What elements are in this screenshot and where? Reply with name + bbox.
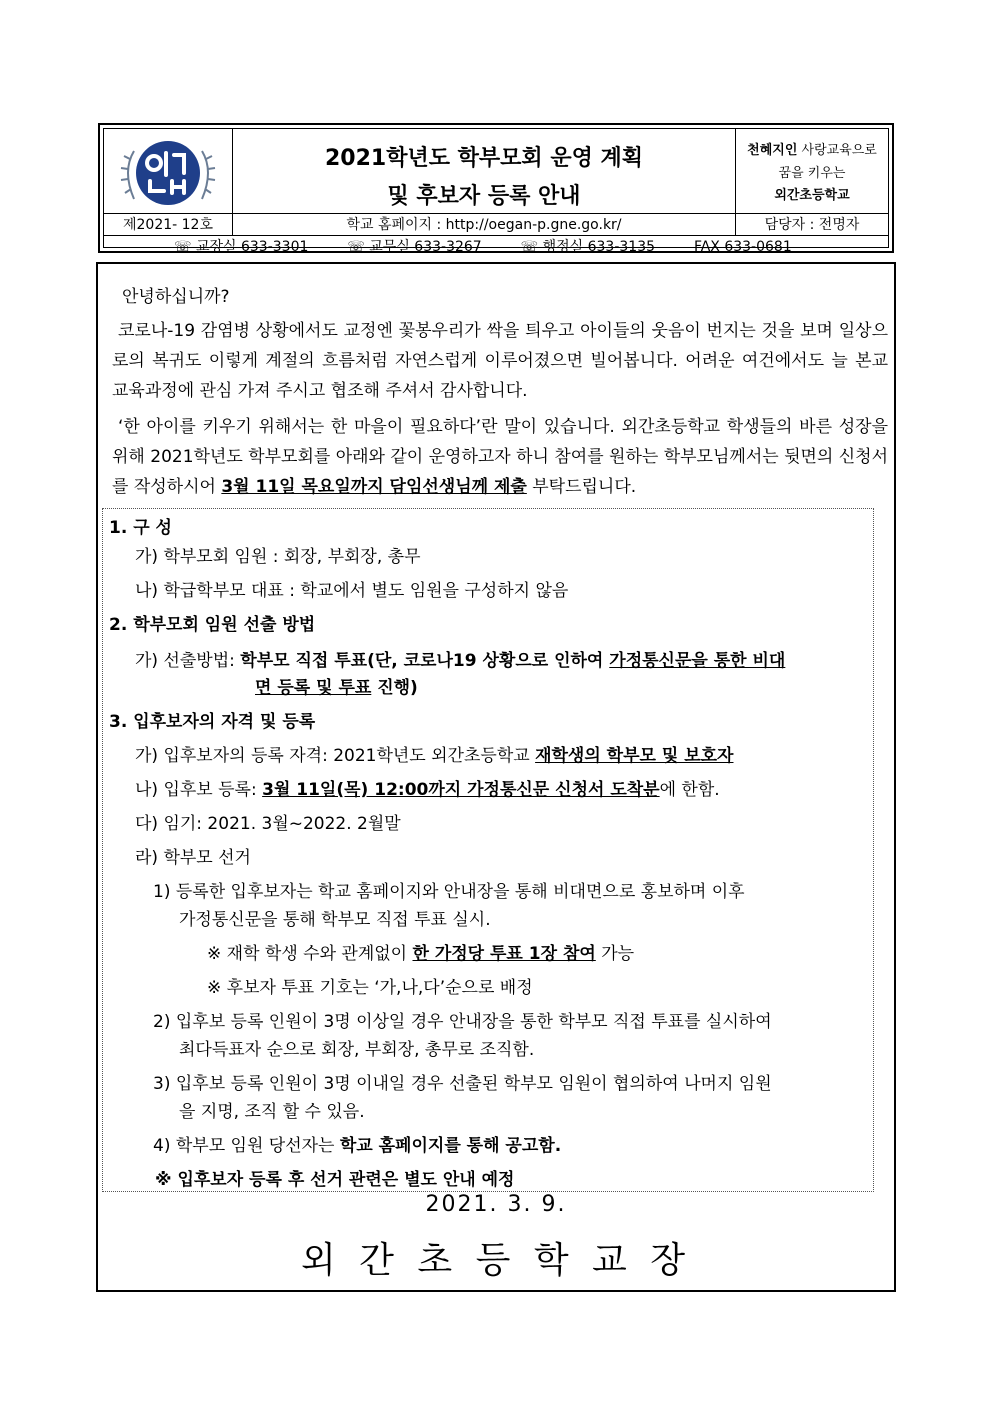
section-2-title: 2. 학부모회 임원 선출 방법 [109, 615, 316, 635]
contact-admin: 행정실 633-3135 [542, 239, 656, 255]
note1-underline: 한 가정당 투표 1장 참여 [412, 944, 596, 964]
s2-underline-1: 가정통신문을 통한 비대 [609, 651, 786, 671]
school-name: 외간초등학교 [774, 188, 850, 203]
motto-line1 [736, 139, 888, 158]
s3b-label: 나) 입후보 등록: [135, 780, 263, 800]
school-motto [736, 129, 888, 213]
note1-a: ※ 재학 학생 수와 관계없이 [207, 944, 413, 964]
s1-item-b: 나) 학급학부모 대표 : 학교에서 별도 임원을 구성하지 않음 [135, 581, 569, 601]
contact-row [104, 235, 888, 255]
school-logo [104, 129, 232, 213]
principal-signature: 외 간 초 등 학 교 장 [300, 1240, 692, 1281]
phone-icon: ☏ [520, 239, 539, 255]
letterhead [98, 123, 894, 253]
doc-number: 제2021- 12호 [104, 214, 233, 236]
section-1-title: 1. 구 성 [109, 518, 172, 538]
letterhead-inner [103, 128, 889, 255]
motto-rest: 사랑교육으로 [797, 143, 877, 158]
election-item-3-line2: 을 지명, 조직 할 수 있음. [179, 1102, 365, 1122]
s3a-underline: 재학생의 학부모 및 보호자 [535, 746, 734, 766]
note-1 [207, 939, 634, 964]
plan-details [102, 508, 874, 1192]
manager: 담당자 : 전명자 [764, 217, 860, 233]
s3a-label: 가) 입후보자의 등록 자격: 2021학년도 외간초등학교 [135, 746, 536, 766]
s3b-underline: 3월 11일(목) 12:00까지 가정통신문 신청서 도착분 [262, 780, 660, 800]
s3-item-d: 라) 학부모 선거 [135, 848, 251, 868]
note1-b: 가능 [595, 944, 635, 964]
s2-bold: 학부모 직접 투표(단, 코로나19 상황으로 인하여 [240, 651, 610, 671]
s3b-end: 에 한함. [659, 780, 720, 800]
logo-cell [104, 129, 233, 213]
greeting: 안녕하십니까? [122, 287, 230, 307]
s2-item-a-line2 [255, 673, 418, 698]
final-note: ※ 입후보자 등록 후 선거 관련은 별도 안내 예정 [155, 1170, 515, 1190]
section-3-title: 3. 입후보자의 자격 및 등록 [109, 712, 316, 732]
election-item-3-line1: 3) 입후보 등록 인원이 3명 이내일 경우 선출된 학부모 임원이 협의하여 나머지 임원 [153, 1074, 772, 1094]
contact-teachers: 교무실 633-3267 [369, 239, 482, 255]
homepage-link[interactable]: 학교 홈페이지 : http://oegan-p.gne.go.kr/ [233, 214, 736, 236]
doc-info-row [104, 213, 888, 236]
document-title-line2: 및 후보자 등록 안내 [387, 184, 581, 209]
issue-date: 2021. 3. 9. [425, 1192, 567, 1217]
request-text-b: 부탁드립니다. [526, 477, 637, 497]
s2-end: 진행) [371, 678, 418, 698]
note-2: ※ 후보자 투표 기호는 ‘가,나,다’순으로 배정 [207, 978, 533, 998]
contact-principal: 교장실 633-3301 [195, 239, 309, 255]
i4-bold: 학교 홈페이지를 통해 공고함. [339, 1136, 562, 1156]
title-cell [233, 129, 736, 213]
i4-a: 4) 학부모 임원 당선자는 [153, 1136, 340, 1156]
election-item-1-line1: 1) 등록한 입후보자는 학교 홈페이지와 안내장을 통해 비대면으로 홍보하며 이후 [153, 882, 745, 902]
s2-underline-2: 면 등록 및 투표 [255, 678, 372, 698]
s1-item-a: 가) 학부모회 임원 : 회장, 부회장, 총무 [135, 547, 421, 567]
phone-icon: ☏ [347, 239, 365, 255]
request-text-a: ‘한 아이를 키우기 위해서는 한 마을이 필요하다’란 말이 있습니다. 외간초등학교 학생들의 바른 성장을 위해 2021학년도 학부모회를 아래와 같이 운영하고자 하니 참여를 원하는 학부모님께서는 뒷면의 신청서를 작성하시어 [112, 417, 889, 497]
contact-fax: FAX 633-0681 [693, 239, 792, 255]
motto-line2: 꿈을 키우는 [778, 166, 846, 181]
s2-label: 가) 선출방법: [135, 651, 241, 671]
election-item-4 [153, 1131, 561, 1156]
election-item-2-line2: 최다득표자 순으로 회장, 부회장, 총무로 조직함. [179, 1040, 535, 1060]
s3-item-c: 다) 임기: 2021. 3월~2022. 2월말 [135, 814, 401, 834]
election-item-1-line2: 가정통신문을 통해 학부모 직접 투표 실시. [179, 910, 491, 930]
deadline-text: 3월 11일 목요일까지 담임선생님께 제출 [221, 477, 527, 497]
election-item-2-line1: 2) 입후보 등록 인원이 3명 이상일 경우 안내장을 통한 학부모 직접 투표를 실시하여 [153, 1012, 772, 1032]
intro-paragraph: 코로나-19 감염병 상황에서도 교정엔 꽃봉우리가 싹을 틔우고 아이들의 웃음이 번지는 것을 보며 일상으로의 복귀도 이렇게 계절의 흐름처럼 자연스럽게 이루어졌으면 빌어봅니다. 어려운 여건에서도 늘 본교 교육과정에 관심 가져 주시고 협조해 주셔서 감사합니다. [112, 321, 888, 401]
document-title-line1: 2021학년도 학부모회 운영 계획 [325, 146, 643, 171]
motto-bold: 천혜지인 [747, 143, 798, 158]
s2-item-a-line1 [135, 646, 785, 671]
s3-item-a [135, 741, 733, 766]
request-paragraph [112, 412, 888, 502]
phone-icon: ☏ [174, 239, 192, 255]
s3-item-b [135, 775, 720, 800]
contact-list [174, 237, 792, 257]
